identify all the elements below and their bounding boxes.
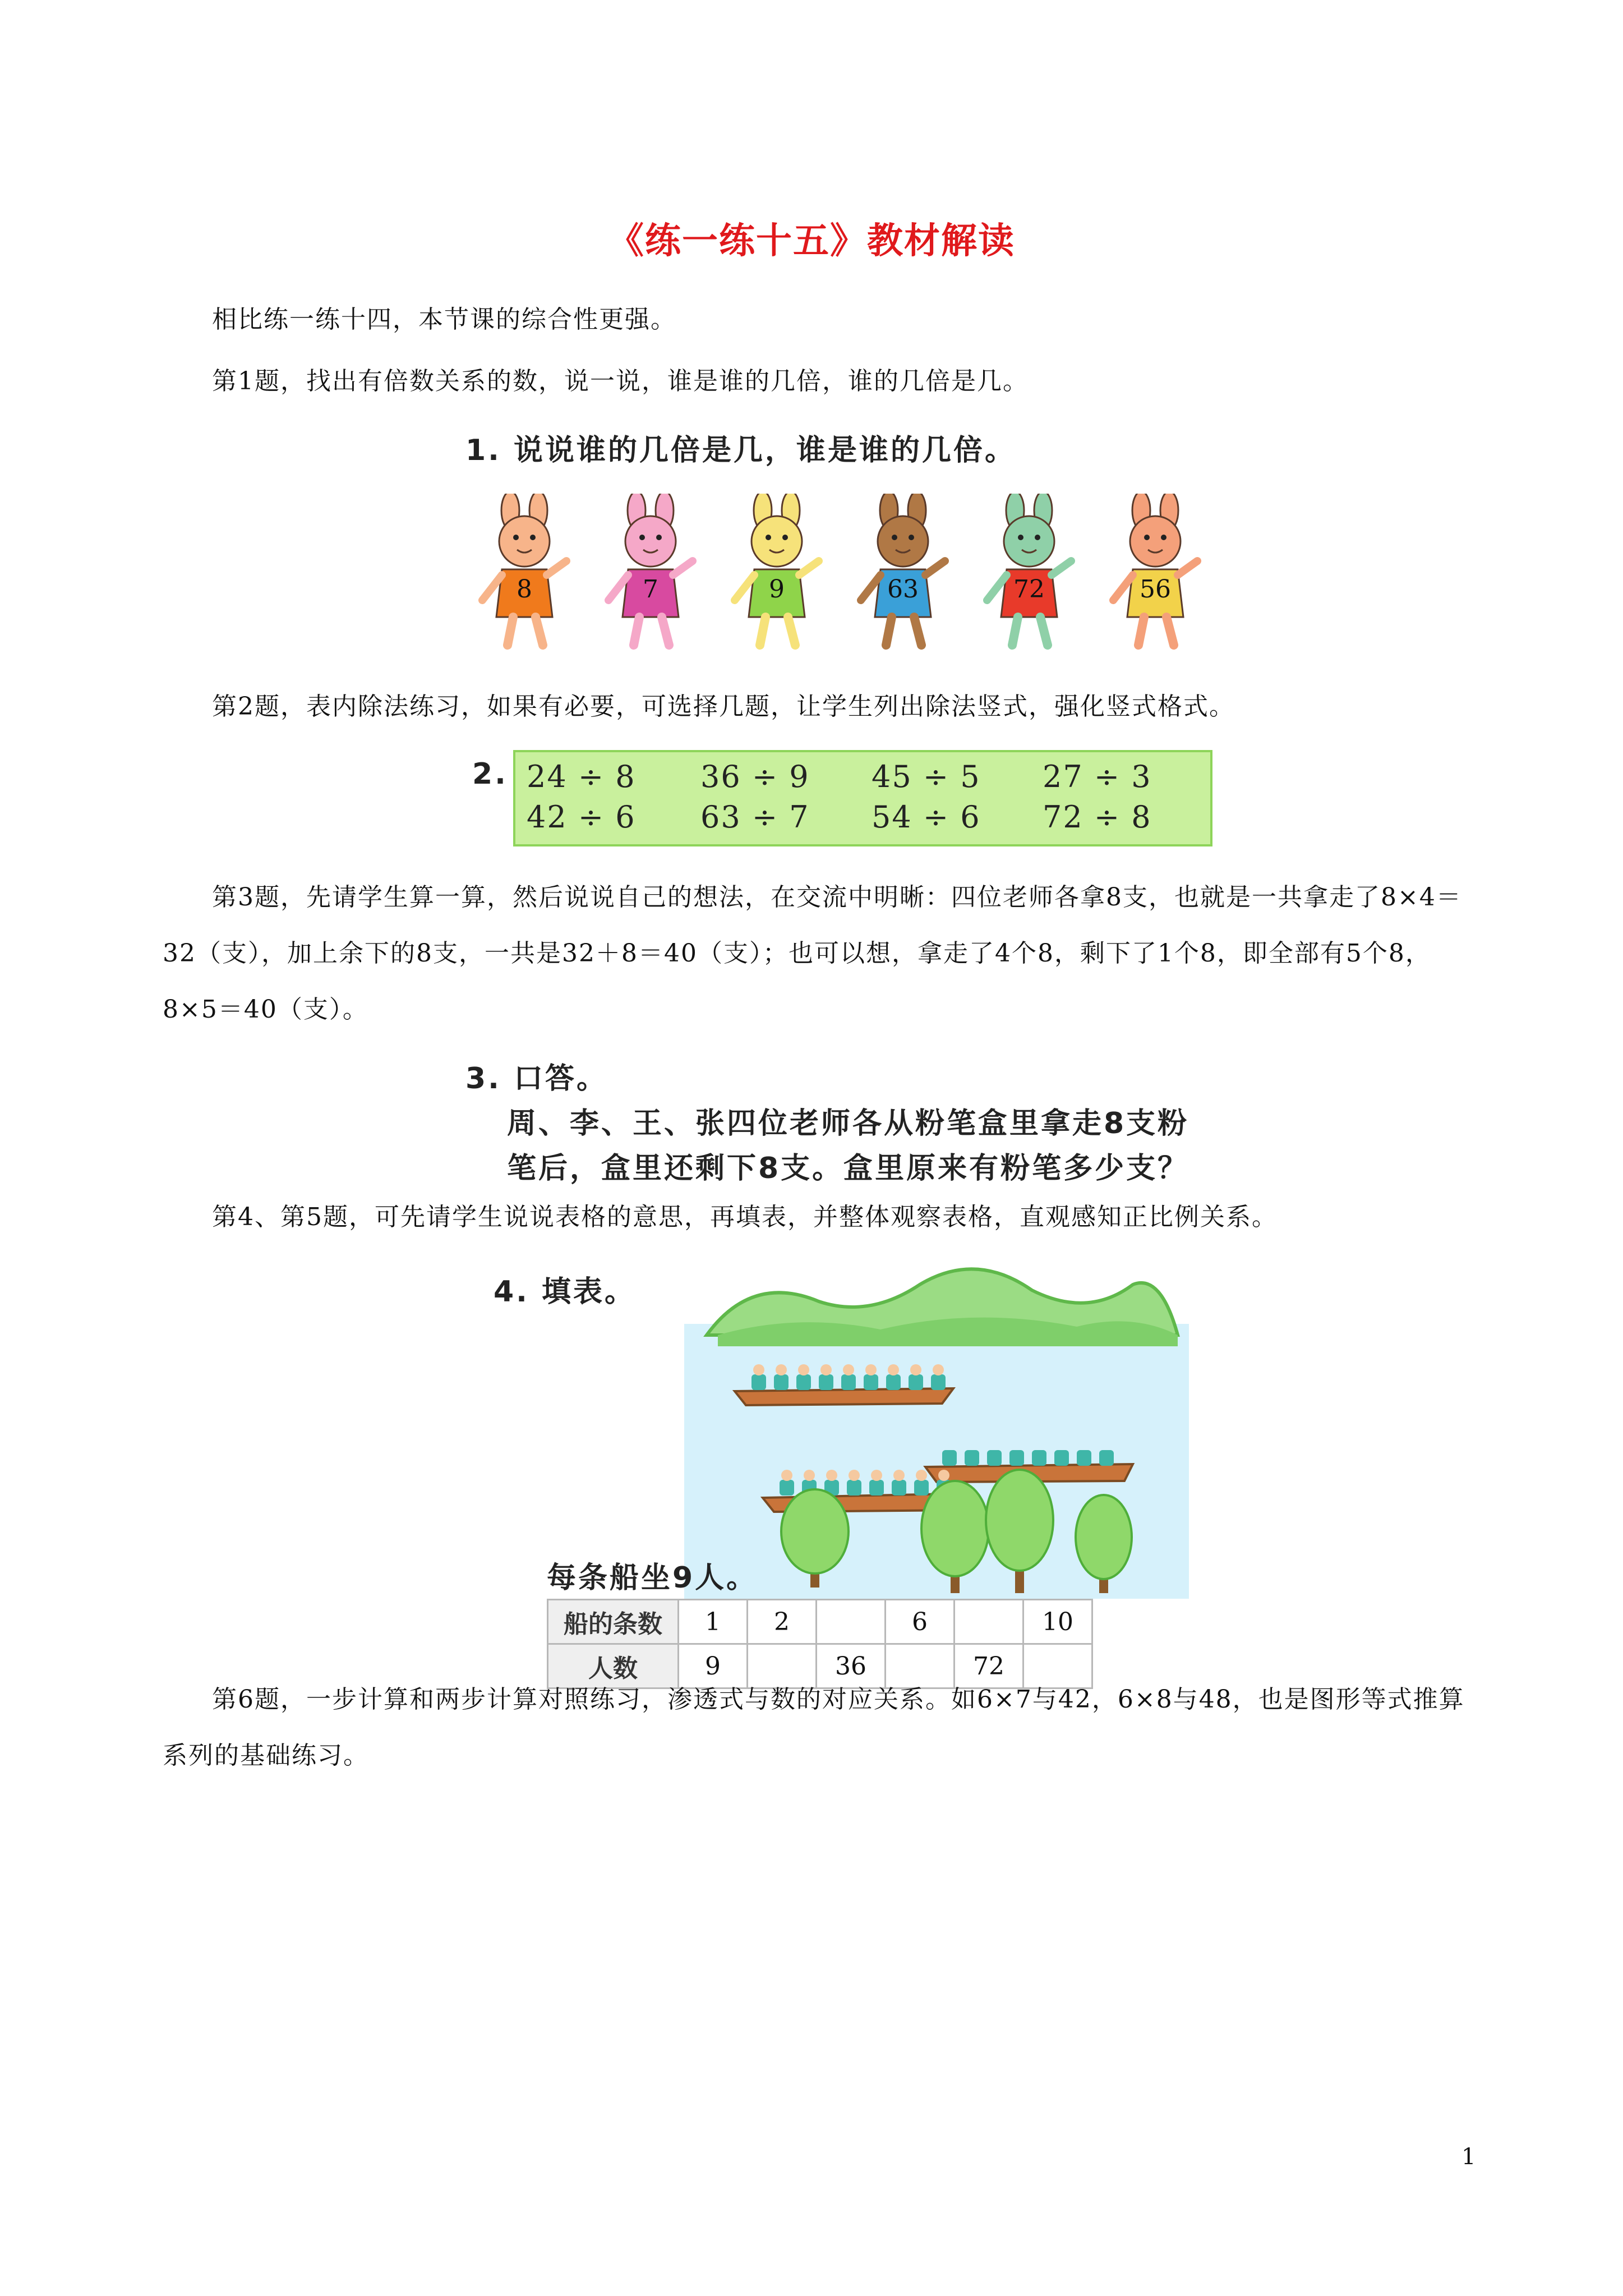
squirrel-icon	[1102, 494, 1209, 651]
exercise4-description: 第4、第5题，可先请学生说说表格的意思，再填表，并整体观察表格，直观感知正比例关系。	[212, 1203, 1278, 1231]
rabbit-figure	[471, 494, 578, 651]
pig-figure	[597, 494, 704, 651]
table-cell-blank[interactable]	[955, 1600, 1023, 1644]
elephant-icon	[976, 494, 1082, 651]
table-cell: 10	[1023, 1600, 1092, 1644]
exercise2-division-box	[513, 750, 1212, 846]
cat-icon	[723, 494, 830, 651]
animal-number: 63	[887, 575, 919, 604]
animal-number: 7	[643, 575, 658, 604]
exercise4-figure	[494, 1251, 1189, 1683]
table-cell: 6	[886, 1600, 955, 1644]
table-cell: 9	[679, 1644, 748, 1688]
elephant-figure	[976, 494, 1082, 651]
division-item: 54 ÷ 6	[872, 799, 981, 835]
exercise2-description: 第2题，表内除法练习，如果有必要，可选择几题，让学生列出除法竖式，强化竖式格式。	[212, 692, 1235, 721]
table-cell: 1	[679, 1600, 748, 1644]
table-cell: 36	[817, 1644, 886, 1688]
division-item: 45 ÷ 5	[872, 759, 981, 794]
monkey-icon	[850, 494, 956, 651]
cat-figure	[723, 494, 830, 651]
monkey-figure	[850, 494, 956, 651]
exercise3-heading: 3. 口答。	[465, 1062, 608, 1096]
table-header-boats: 船的条数	[548, 1600, 679, 1644]
exercise2-label: 2.	[472, 757, 508, 791]
division-item: 72 ÷ 8	[1043, 799, 1152, 835]
page-title: 《练一练十五》教材解读	[608, 220, 1015, 262]
animal-number: 9	[769, 575, 785, 604]
animal-number: 72	[1013, 575, 1045, 604]
exercise3-figure	[465, 1055, 1251, 1195]
division-item: 36 ÷ 9	[700, 759, 810, 794]
exercise3-line2: 笔后，盒里还剩下8支。盒里原来有粉笔多少支？	[507, 1152, 1189, 1185]
page-number: 1	[1461, 2144, 1476, 2170]
intro-paragraph: 相比练一练十四，本节课的综合性更强。	[212, 305, 676, 334]
animal-number: 8	[517, 575, 532, 604]
dragon-boat-illustration	[684, 1251, 1189, 1599]
division-item: 24 ÷ 8	[527, 759, 636, 794]
exercise4-heading: 4. 填表。	[494, 1275, 637, 1309]
table-cell: 72	[955, 1644, 1023, 1688]
division-item: 27 ÷ 3	[1043, 759, 1152, 794]
table-header-people: 人数	[548, 1644, 679, 1688]
table-cell: 2	[748, 1600, 817, 1644]
exercise4-caption: 每条船坐9人。	[547, 1561, 758, 1595]
table-cell-blank[interactable]	[817, 1600, 886, 1644]
animal-number: 56	[1140, 575, 1171, 604]
table-row	[548, 1600, 1092, 1644]
exercise1-heading: 1. 说说谁的几倍是几，谁是谁的几倍。	[465, 434, 1017, 467]
exercise1-description: 第1题，找出有倍数关系的数，说一说，谁是谁的几倍，谁的几倍是几。	[212, 367, 1029, 395]
exercise3-line1: 周、李、王、张四位老师各从粉笔盒里拿走8支粉	[507, 1107, 1189, 1140]
squirrel-figure	[1102, 494, 1209, 651]
exercise1-figure	[460, 426, 1245, 651]
exercise6-description: 第6题，一步计算和两步计算对照练习，渗透式与数的对应关系。如6×7与42，6×8与48，也是图形等式推算系列的基础练习。	[163, 1685, 1465, 1770]
division-item: 42 ÷ 6	[527, 799, 636, 835]
exercise3-description: 第3题，先请学生算一算，然后说说自己的想法，在交流中明晰：四位老师各拿8支，也就是一共拿走了8×4＝32（支），加上余下的8支，一共是32＋8＝40（支）；也可以想，拿走了4个8，剩下了1个8，即全部有5个8，8×5＝40（支）。	[163, 883, 1462, 1024]
rabbit-icon	[471, 494, 578, 651]
division-item: 63 ÷ 7	[700, 799, 810, 835]
pig-icon	[597, 494, 704, 651]
